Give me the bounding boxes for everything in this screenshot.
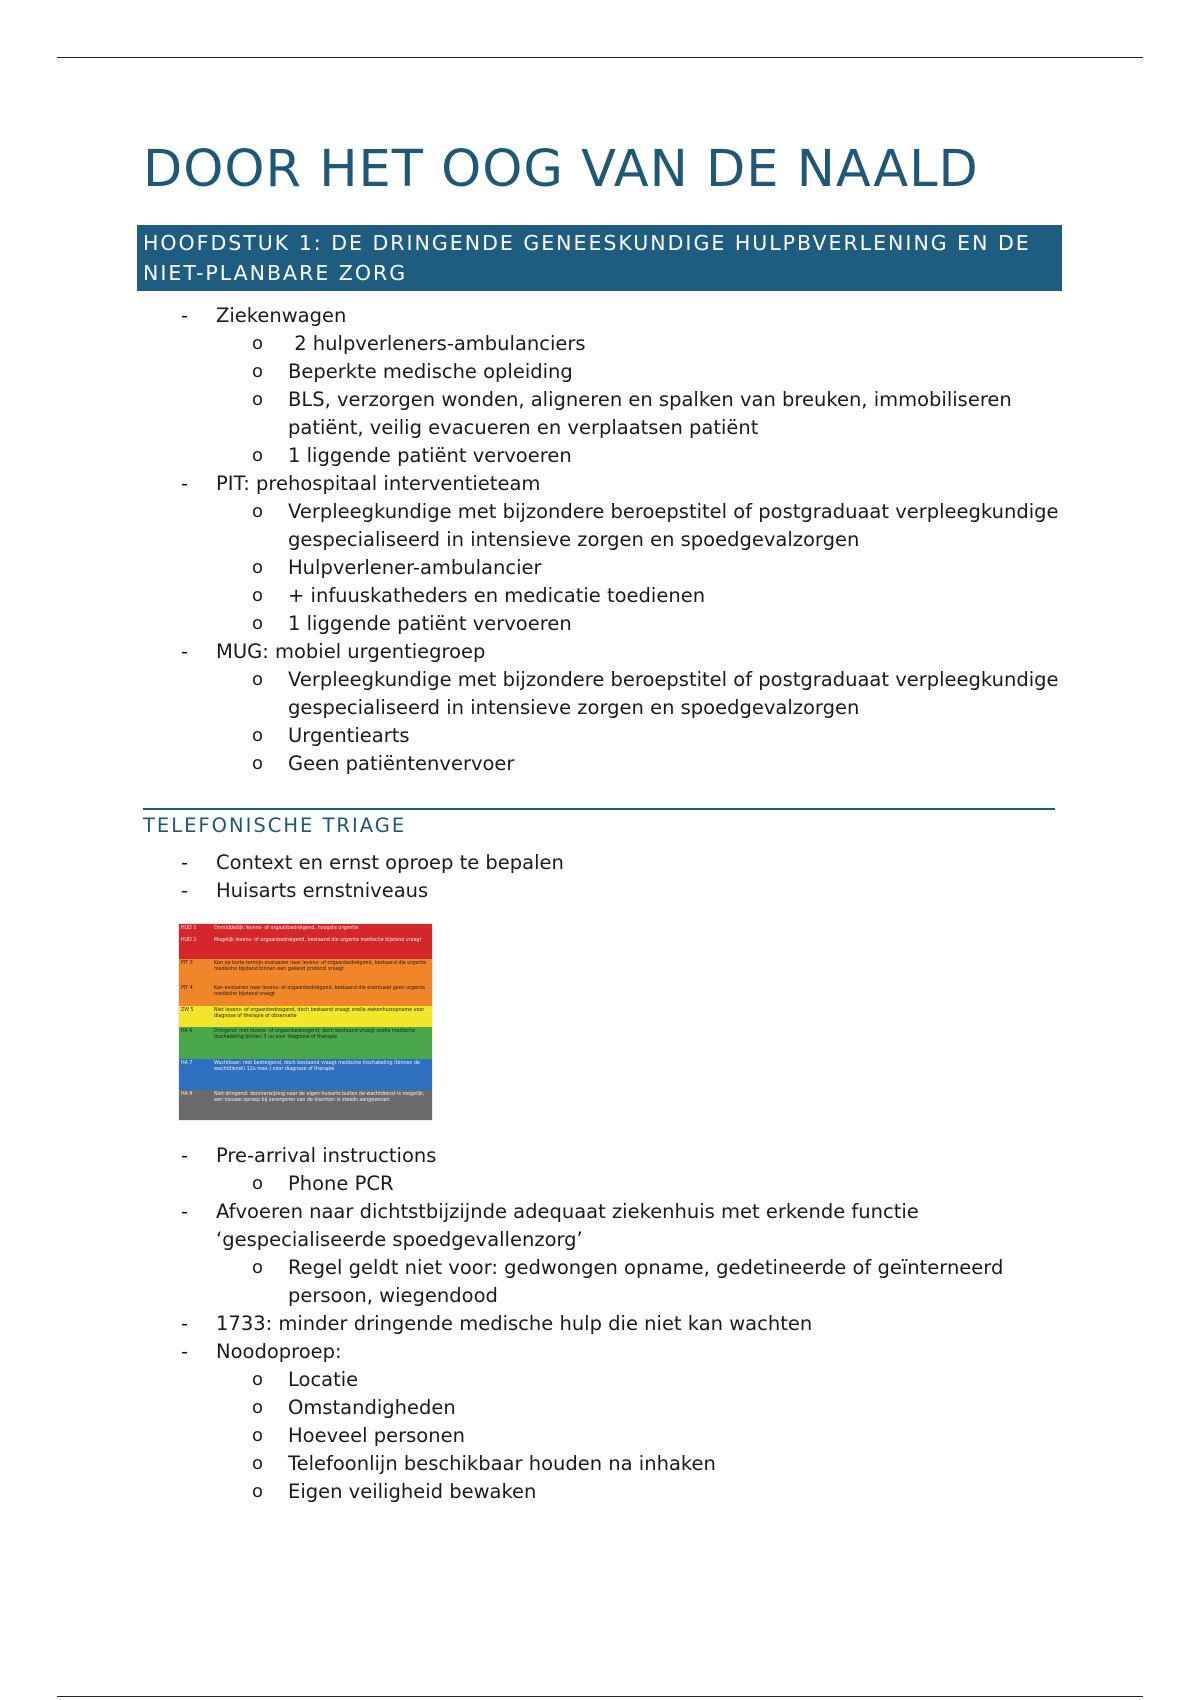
list-item: - Noodoproep: o Locatie o Omstandigheden o Hoeveel personen o Telefoonlijn beschikbaar houden na inhaken o Eigen veiligheid bewaken bbox=[0, 1338, 1076, 1506]
triage-level-text: Wachtbaar: niet bedreigend, doch bestaand vraagt medische inschakeling (binnen de wachtdienst) 12u max.) voor diagnose of therapie bbox=[214, 1061, 420, 1072]
triage-details-list bbox=[0, 1142, 1076, 1506]
triage-levels-image bbox=[179, 924, 432, 1120]
triage-level-code: HUD 2 bbox=[181, 938, 197, 943]
sub-list-item: o BLS, verzorgen wonden, aligneren en spalken van breuken, immobiliseren patiënt, veilig evacueren en verplaatsen patiënt bbox=[252, 388, 1012, 439]
sub-list-item: o Verpleegkundige met bijzondere beroepstitel of postgraduaat verpleegkundige gespecialiseerd in intensieve zorgen en spoedgevalzorgen bbox=[252, 500, 1059, 551]
triage-level-text: Kan evolueren naar levens- of orgaanbedreigend, bestaand die eventueel geen urgente medische bijstand vraagt bbox=[214, 986, 426, 997]
triage-level-text: Kan op korte termijn evolueren naar levens- of orgaanbedreigend, bestaand die urgente medische bijstand binnen een gekend protocol vraagt bbox=[214, 961, 427, 972]
list-item-label: Ziekenwagen bbox=[216, 304, 347, 327]
triage-level-row bbox=[179, 936, 432, 959]
chapter-heading: HOOFDSTUK 1: DE DRINGENDE GENEESKUNDIGE HULPBVERLENING EN DE NIET-PLANBARE ZORG bbox=[137, 225, 1062, 291]
triage-level-code: PIT 3 bbox=[181, 961, 193, 966]
list-item: - MUG: mobiel urgentiegroep o Verpleegkundige met bijzondere beroepstitel of postgraduaat verpleegkundige gespecialiseerd in intensieve zorgen en spoedgevalzorgen o Urgentiearts o Geen patiëntenvervoer bbox=[0, 638, 1076, 778]
triage-level-code: HA 8 bbox=[181, 1092, 193, 1097]
section-heading: TELEFONISCHE TRIAGE bbox=[143, 814, 407, 837]
sub-list-item: o Verpleegkundige met bijzondere beroepstitel of postgraduaat verpleegkundige gespecialiseerd in intensieve zorgen en spoedgevalzorgen bbox=[252, 668, 1059, 719]
triage-level-code: HA 6 bbox=[181, 1029, 193, 1034]
list-item: - Ziekenwagen o 2 hulpverleners-ambulanciers o Beperkte medische opleiding o BLS, verzorgen wonden, aligneren en spalken van breuken, immobiliseren patiënt, veilig evacueren en verplaatsen patiënt o 1 liggende patiënt vervoeren bbox=[0, 302, 1076, 470]
triage-level-text: Dringend: niet levens- of orgaanbedreigend, doch bestaand vraagt snelle medische inschakeling binnen 3 uu voor diagnose of therapie bbox=[214, 1029, 416, 1040]
sub-list-item: o Beperkte medische opleiding bbox=[252, 360, 573, 383]
triage-level-code: HUD 1 bbox=[181, 926, 197, 931]
sub-list-item: o + infuuskatheders en medicatie toedienen bbox=[252, 584, 706, 607]
sub-list-item: o Phone PCR bbox=[252, 1172, 394, 1195]
sub-list-item: o Omstandigheden bbox=[252, 1396, 456, 1419]
sub-list-item: o Eigen veiligheid bewaken bbox=[252, 1480, 537, 1503]
triage-level-text: Onmiddellijk levens- of orgaanbedreigend, hoogste urgentie bbox=[214, 926, 359, 931]
sub-list-item: o Regel geldt niet voor: gedwongen opname, gedetineerde of geïnterneerd persoon, wiegendood bbox=[252, 1256, 1004, 1307]
sub-list-item: o Telefoonlijn beschikbaar houden na inhaken bbox=[252, 1452, 716, 1475]
document-title: DOOR HET OOG VAN DE NAALD bbox=[143, 140, 979, 199]
list-item: - Afvoeren naar dichtstbijzijnde adequaat ziekenhuis met erkende functie ‘gespecialiseerde spoedgevallenzorg’ o Regel geldt niet voor: gedwongen opname, gedetineerde of geïnterneerd persoon, wiegendood bbox=[0, 1198, 1076, 1310]
triage-level-code: HA 7 bbox=[181, 1061, 193, 1066]
ambulance-types-list bbox=[0, 302, 1076, 778]
bottom-rule bbox=[57, 1696, 1143, 1697]
triage-level-row bbox=[179, 1090, 432, 1120]
list-item-label: PIT: prehospitaal interventieteam bbox=[216, 472, 541, 495]
sub-list-item: o Locatie bbox=[252, 1368, 359, 1391]
triage-level-row bbox=[179, 959, 432, 984]
triage-level-row bbox=[179, 1006, 432, 1027]
list-item: - Huisarts ernstniveaus bbox=[181, 879, 429, 902]
triage-level-row bbox=[179, 1027, 432, 1059]
sub-list-item: o 1 liggende patiënt vervoeren bbox=[252, 444, 572, 467]
triage-level-code: PIT 4 bbox=[181, 986, 193, 991]
sub-list-item: o 2 hulpverleners-ambulanciers bbox=[252, 332, 586, 355]
triage-level-text: Niet dringend: doorverwijzing naar de eigen huisarts buiten de wachtdienst is mogelijk, een nieuwe oproep bij verergeren van de klachten is steeds aangewezen bbox=[214, 1092, 425, 1103]
sub-list-item: o Geen patiëntenvervoer bbox=[252, 752, 515, 775]
list-item: - PIT: prehospitaal interventieteam o Verpleegkundige met bijzondere beroepstitel of postgraduaat verpleegkundige gespecialiseerd in intensieve zorgen en spoedgevalzorgen o Hulpverlener-ambulancier o + infuuskatheders en medicatie toedienen o 1 liggende patiënt vervoeren bbox=[0, 470, 1076, 638]
triage-intro-list bbox=[0, 849, 1076, 905]
list-item-label: MUG: mobiel urgentiegroep bbox=[216, 640, 486, 663]
triage-level-text: Mogelijk levens- of orgaanbedreigend, bestaand die urgente medische bijstand vraagt bbox=[214, 938, 422, 943]
triage-level-row bbox=[179, 984, 432, 1006]
triage-level-code: ZW 5 bbox=[181, 1008, 194, 1013]
section-divider bbox=[143, 808, 1055, 810]
sub-list-item: o Hulpverlener-ambulancier bbox=[252, 556, 542, 579]
triage-level-row bbox=[179, 924, 432, 936]
triage-level-row bbox=[179, 1059, 432, 1090]
list-item: - Context en ernst oproep te bepalen bbox=[181, 851, 564, 874]
triage-level-text: Niet levens- of orgaanbedreigend, doch bestaand vraagt snelle ziekenhuisopname voor diagnose of therapie of observatie bbox=[214, 1008, 425, 1019]
list-item: - Pre-arrival instructions o Phone PCR bbox=[0, 1142, 1076, 1198]
sub-list-item: o 1 liggende patiënt vervoeren bbox=[252, 612, 572, 635]
list-item: - 1733: minder dringende medische hulp die niet kan wachten bbox=[181, 1312, 813, 1335]
sub-list-item: o Hoeveel personen bbox=[252, 1424, 465, 1447]
top-rule bbox=[57, 57, 1143, 58]
sub-list-item: o Urgentiearts bbox=[252, 724, 410, 747]
